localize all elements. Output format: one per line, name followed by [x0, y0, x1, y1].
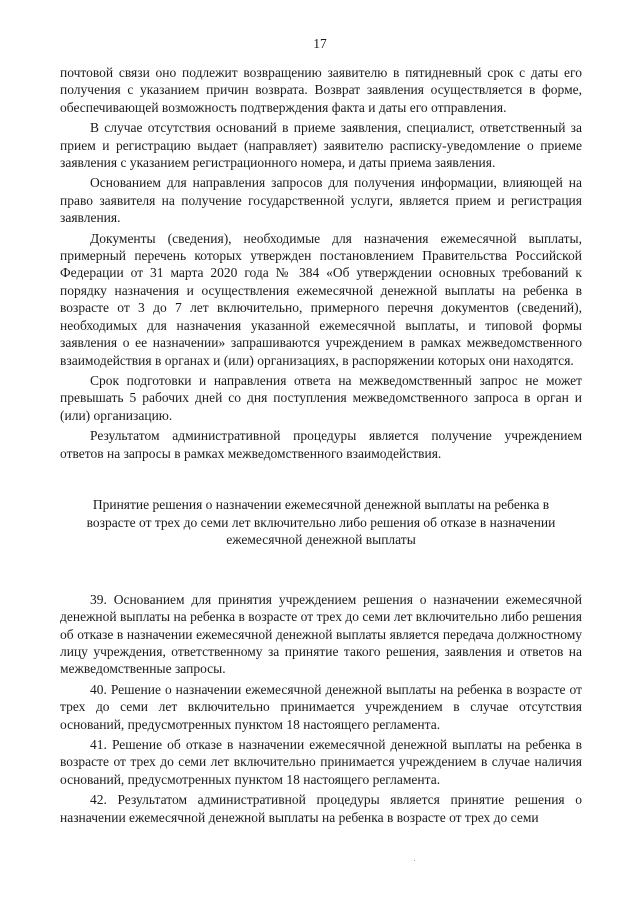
page-number: 17 — [313, 36, 327, 51]
scan-speck — [414, 860, 415, 861]
paragraph-registration: В случае отсутствия оснований в приеме заявления, специалист, ответственный за прием и регистрацию выдает (направляет) заявителю расписку-уведомление о приеме заявления с указанием регистрационного номера, и даты приема заявления. — [60, 120, 582, 171]
paragraph-result: Результатом административной процедуры является получение учреждением ответов на запросы в рамках межведомственного взаимодействия. — [60, 428, 582, 461]
section-heading: Принятие решения о назначении ежемесячной денежной выплаты на ребенка в возрасте от трех до семи лет включительно либо решения об отказе в назначении ежемесячной денежной выплаты — [86, 496, 556, 548]
paragraph-42: 42. Результатом административной процедуры является принятие решения о назначении ежемесячной денежной выплаты на ребенка в возрасте от трех до семи — [60, 792, 582, 825]
document-body — [60, 64, 582, 826]
paragraph-40: 40. Решение о назначении ежемесячной денежной выплаты на ребенка в возрасте от трех до семи лет включительно принимается учреждением в случае отсутствия оснований, предусмотренных пунктом 18 настоящего регламента. — [60, 681, 582, 732]
paragraph-deadline: Срок подготовки и направления ответа на межведомственный запрос не может превышать 5 рабочих дней со дня поступления межведомственного запроса в орган и (или) организацию. — [60, 372, 582, 423]
paragraph-request-basis: Основанием для направления запросов для получения информации, влияющей на право заявителя на получение государственной услуги, является прием и регистрация заявления. — [60, 175, 582, 226]
paragraph-41: 41. Решение об отказе в назначении ежемесячной денежной выплаты на ребенка в возрасте от трех до семи лет включительно принимается учреждением в случае наличия оснований, предусмотренных пунктом 18 настоящего регламента. — [60, 736, 582, 787]
paragraph-39: 39. Основанием для принятия учреждением решения о назначении ежемесячной денежной выплаты на ребенка в возрасте от трех до семи лет включительно либо решения об отказе в назначении ежемесячной денежной выплаты является передача должностному лицу учреждения, ответственному за принятие такого решения, заявления и ответов на межведомственные запросы. — [60, 591, 582, 677]
paragraph-documents: Документы (сведения), необходимые для назначения ежемесячной выплаты, примерный перечень которых утвержден постановлением Правительства Российской Федерации от 31 марта 2020 года № 384 «Об утверждении основных требований к порядку назначения и осуществления ежемесячной денежной выплаты на ребенка в возрасте от 3 до 7 лет включительно, примерного перечня документов (сведений), необходимых для назначения указанной ежемесячной выплаты, и типовой формы заявления о ее назначении» запрашиваются учреждением в рамках межведомственного взаимодействия в органах и (или) организациях, в распоряжении которых они находятся. — [60, 230, 582, 368]
paragraph-continuation: почтовой связи оно подлежит возвращению заявителю в пятидневный срок с даты его получения с указанием причин возврата. Возврат заявления осуществляется в форме, обеспечивающей возможность подтверждения факта и даты его отправления. — [60, 65, 582, 115]
